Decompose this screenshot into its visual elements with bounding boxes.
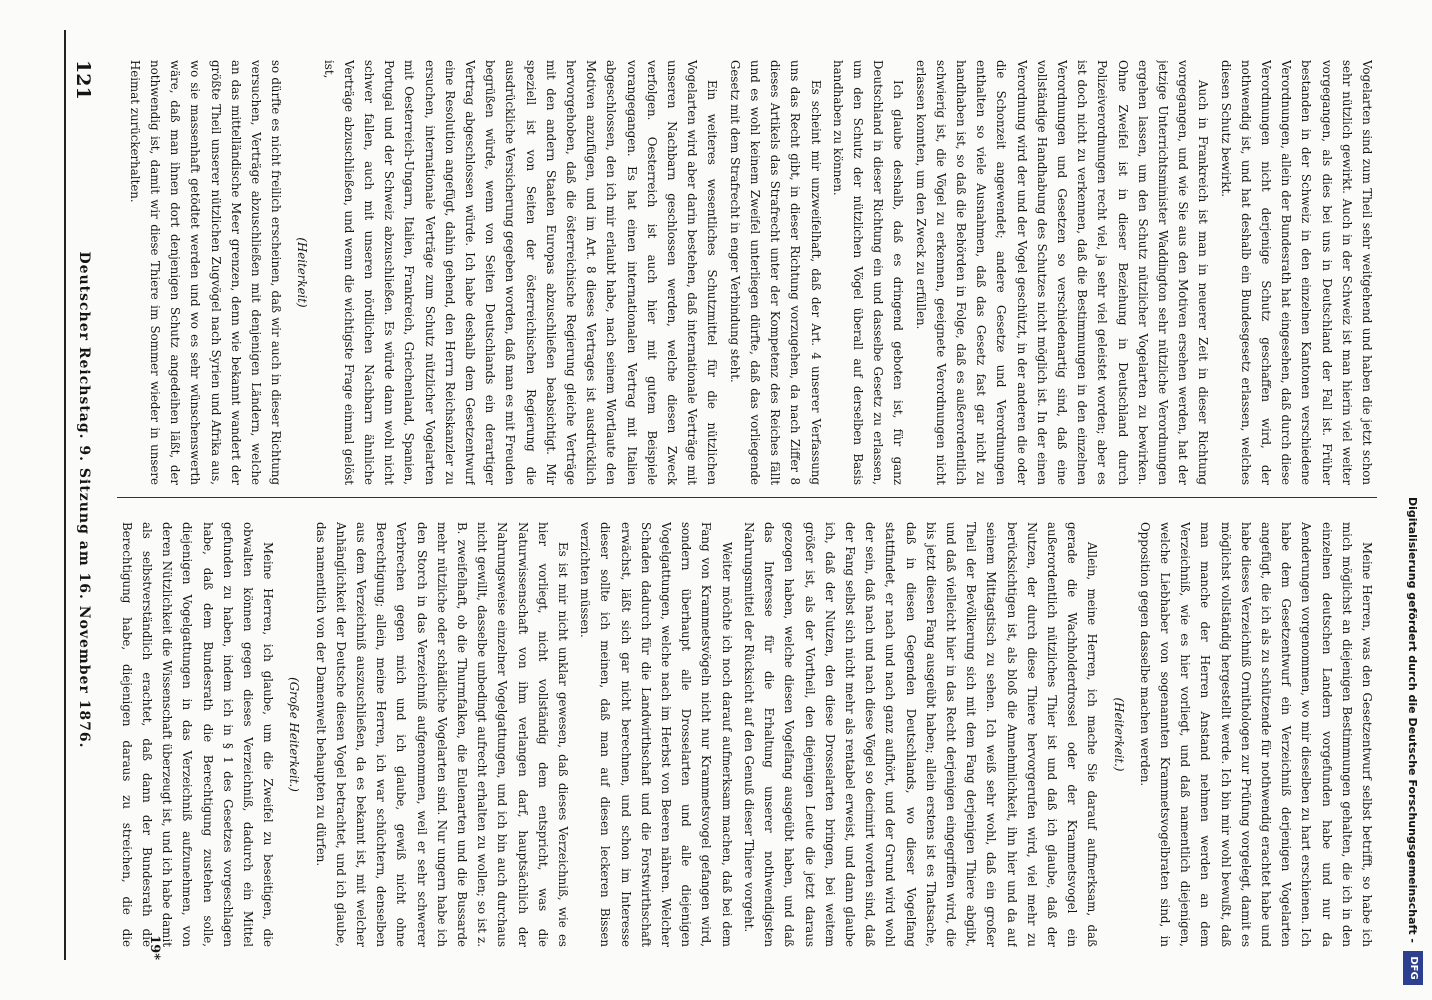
digitization-watermark bbox=[1400, 496, 1424, 985]
left-column bbox=[117, 60, 1377, 485]
page-number: 121 bbox=[72, 60, 94, 100]
paragraph: Allein, meine Herren, ich mache Sie darauf aufmerksam, daß gerade die Wachholderdrossel oder der Krammetsvogel ein außerordentlich nützliches Thier ist und daß ich glaube, daß der Nutzen, der durch diese Thiere hervorgerufen wird, viel mehr zu berücksichtigen ist, als bloß die Annehmlichkeit, ihn hier und da auf seinem Mittagstisch zu sehen. Ich weiß sehr wohl, daß ein großer Theil der Bevölkerung sich mit dem Fang derjenigen Thiere abgibt, und daß vielleicht hier in das Recht derjenigen eingegriffen wird, die bis jetzt diesen Fang ausgeübt haben; allein erstens ist es Thatsache, daß in diesen Gegenden Deutschlands, wo dieser Vogelfang stattfindet, er nach und nach ganz aufhört, und der Grund wird wohl der sein, daß nach und nach diese Vögel so decimirt worden sind, daß der Fang selbst sich nicht mehr als rentabel erweist, und dann glaube ich, daß der Nutzen, den diese Drosselarten bringen, bei weitem größer ist, als der Vortheil, den diejenigen Leute die jetzt daraus gezogen haben, welche diesen Vogelfang ausgeübt haben, und daß das Interesse für die Erhaltung unserer nothwendigsten Nahrungsmittel der Rücksicht auf den Genuß dieser Thiere vorgeht. bbox=[741, 522, 1100, 947]
paragraph: Vogelarten sind zum Theil sehr weitgehend und haben die jetzt schon sehr nützlich gewirkt. Auch in der Schweiz ist man hierin viel weiter vorgegangen, als dies bei uns in Deutschland der Fall ist. Früher bestanden in der Schweiz in den einzelnen Kantonen verschiedene Verordnungen, allein der Bundesrath hat eingesehen, daß durch diese Verordnungen nicht derjenige Schutz geschaffen wird, der nothwendig ist, und hat deshalb ein Bundesgesetz erlassen, welches diesen Schutz bewirkt. bbox=[1218, 60, 1374, 485]
paragraph: Auch in Frankreich ist man in neuerer Zeit in dieser Richtung vorgegangen, und wie Sie aus den Motiven ersehen werden, hat der jetzige Unterrichtsminister Waddington sehr nützliche Verordnungen ergehen lassen, um den Schutz nützlicher Vogelarten zu bewirken. Ohne Zweifel ist in dieser Beziehung in Deutschland durch Polizeiverordnungen recht viel, ja sehr viel geleistet worden; aber es ist doch nicht zu verkennen, daß die Bestimmungen in den einzelnen Verordnungen und Gesetzen so verschiedenartig sind, daß eine vollständige Handhabung des Schutzes nicht möglich ist. In der einen Verordnung wird der und der Vogel geschützt, in der anderen die oder die Schonzeit angewendet; andere Gesetze und Verordnungen enthalten so viele Ausnahmen, daß das Gesetz fast gar nicht zu handhaben ist, so daß die Behörden in Folge, daß es außerordentlich schwierig ist, die Vögel zu erkennen, geeignete Verordnungen nicht erlassen konnten, um den Zweck zu erfüllen. bbox=[913, 60, 1211, 485]
paragraph: Es scheint mir unzweifelhaft, daß der Art. 4 unserer Verfassung uns das Recht gibt, in dieser Richtung vorzugehen, da nach Ziffer 8 dieses Artikels das Strafrecht unter der Kompetenz des Reiches fällt und es wohl keinem Zweifel unterliegen dürfte, daß das vorliegende Gesetz mit dem Strafrecht in enger Verbindung steht. bbox=[727, 60, 823, 485]
paragraph: Meine Herren, ich glaube, um die Zweifel zu beseitigen, die obwalten können gegen dieses Verzeichniß, dadurch ein Mittel gefunden zu haben, indem ich in § 1 des Gesetzes vorgeschlagen habe, daß dem Bundesrath die Berechtigung zustehen solle, diejenigen Vogelgattungen in das Verzeichniß aufzunehmen, von deren Nützlichkeit die Wissenschaft überzeugt ist, und ich habe damit als selbstverständlich erachtet, daß dann der Bundesrath die Berechtigung habe, diejenigen daraus zu streichen, die die bbox=[119, 522, 276, 947]
interjection: (Heiterkeit.) bbox=[1111, 697, 1126, 772]
header-rule bbox=[64, 30, 66, 960]
paragraph: Ich glaube deshalb, daß es dringend geboten ist, für ganz Deutschland in dieser Richtung ein und dasselbe Gesetz zu erlassen, um den Schutz der nützlichen Vögel überall auf derselben Basis handhaben zu können. bbox=[830, 60, 906, 485]
paragraph: Ein weiteres wesentliches Schutzmittel für die nützlichen Vogelarten wird aber darin bestehen, daß internationale Verträge mit unseren Nachbarn geschlossen werden, welche diesen Zweck verfolgen. Oesterreich ist auch hier mit gutem Beispiele vorangegangen. Es hat einen internationalen Vertrag mit Italien abgeschlossen, den ich mir erlaubt habe, nach seinem Wortlaute den Motiven anzufügen, und im Art. 8 dieses Vertrages ist ausdrücklich hervorgehoben, daß die österreichische Regierung gleiche Verträge mit den andern Staaten Europas abzuschließen beabsichtigt. Mir speziell ist von Seiten der österreichischen Regierung die ausdrückliche Versicherung gegeben worden, daß man es mit Freuden begrüßen würde, wenn von Seiten Deutschlands ein derartiger Vertrag abgeschlossen würde. Ich habe deshalb dem Gesetzentwurf eine Resolution angefügt, dahin gehend, den Herrn Reichskanzler zu ersuchen, internationale Verträge zum Schutz nützlicher Vogelarten mit Oesterreich-Ungarn, Italien, Frankreich, Griechenland, Spanien, Portugal und der Schweiz abzuschließen. Es würde dann wohl nicht schwer fallen, auch mit unseren nördlichen Nachbarn ähnliche Verträge abzuschließen, und wenn die wichtigste Frage einmal gelöst ist, bbox=[321, 60, 720, 485]
running-title: Deutscher Reichstag. 9. Sitzung am 16. November 1876. bbox=[76, 251, 92, 749]
interjection: (Große Heiterkeit.) bbox=[287, 677, 302, 792]
page-header bbox=[66, 60, 100, 940]
paragraph: Weiter möchte ich noch darauf aufmerksam machen, daß bei dem Fang von Krammetsvögeln nicht nur Krammetsvogel gefangen wird, sondern überhaupt alle Drosselarten und alle diejenigen Vogelgattungen, welche nach im Herbst von Beeren nähren. Welcher Schaden dadurch für die Landwirthschaft und die Forstwirthschaft erwächst, läßt sich gar nicht berechnen, und schon im Interesse dieser sollte ich meinen, daß man auf diesen leckeren Bissen verzichten müssen. bbox=[578, 522, 734, 947]
column-divider bbox=[117, 497, 1377, 498]
right-column bbox=[117, 522, 1377, 947]
watermark-text: Digitalisierung gefördert durch die Deutsche Forschungsgemeinschaft - bbox=[1406, 496, 1419, 943]
paragraph: so dürfte es nicht freilich erscheinen, daß wir auch in dieser Richtung versuchen, Verträge abzuschließen mit denjenigen Ländern, welche an das mittelländische Meer grenzen, denn wie bekannt wandert der größte Theil unserer nützlichen Zugvögel nach Syrien und Afrika aus, wo sie massenhaft getödtet werden und wo es sehr wünschenswerth wäre, daß man ihnen dort denjenigen Schutz angedeihen läßt, der nothwendig ist, damit wir diese Thiere im Sommer wieder in unsere Heimat zurückerhalten. bbox=[127, 60, 284, 485]
sheet-signature: 19* bbox=[147, 935, 162, 960]
paragraph: Es ist mir nicht unklar gewesen, daß dieses Verzeichniß, wie es hier vorliegt, nicht vollständig dem entspricht, was die Naturwissenschaft von ihm verlangen darf, hauptsächlich der Nahrungsweise einzelner Vogelgattungen, und ich bin auch durchaus nicht gewillt, dasselbe unbedingt aufrecht erhalten zu wollen; so ist z. B. zweifelhaft, ob die Thurmfalken, die Eulenarten und die Bussarde mehr nützliche oder schädliche Vogelarten sind. Nur ungern habe ich den Storch in das Verzeichniß aufgenommen, weil er sehr schwerer Verbrechen gegen mich und ich glaube, gewiß nicht ohne Berechtigung; allein, meine Herren, ich war schüchtern, denselben aus dem Verzeichniß auszuschließen, da es bekannt ist, mit welcher Anhänglichkeit der Deutsche diesen Vogel betrachtet, und ich glaube, das namentlich von der Damenwelt behaupten zu dürfen. bbox=[313, 522, 571, 947]
dfg-logo: DFG bbox=[1403, 951, 1423, 985]
paragraph: Meine Herren, was den Gesetzentwurf selbst betrifft, so habe ich mich möglichst an diejenigen Bestimmungen gehalten, die ich in den einzelnen deutschen Landern vorgefunden habe und nur da Aenderungen vorgenommen, wo mir dieselben zu hart erschienen. Ich habe dem Gesetzentwurf ein Verzeichniß derjenigen Vogelarten angefügt, die ich als zu schützende für nothwendig erachtet habe und habe dieses Verzeichniß Ornithologen zur Prüfung vorgelegt, damit es möglichst vollständig hergestellt werde. Ich bin mir wohl bewußt, daß man manche der Herren Anstand nehmen werden an dem Verzeichniß, wie es hier vorliegt, und daß namentlich diejenigen, welche Liebhaber von sogenannten Krammetsvogelbraten sind, in Opposition gegen dasselbe machen werden. bbox=[1137, 522, 1374, 947]
interjection: (Heiterkeit) bbox=[295, 237, 310, 308]
